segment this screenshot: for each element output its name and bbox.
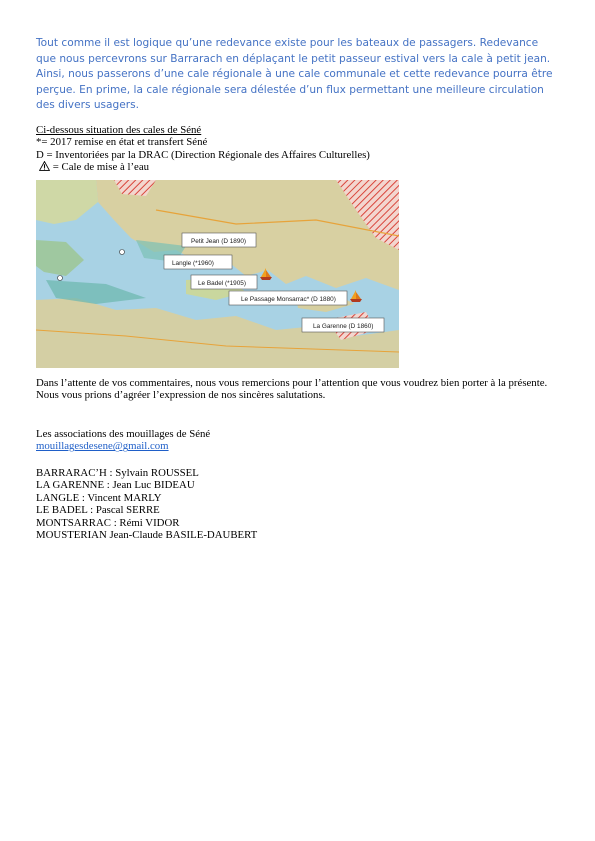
legend-drac: D = Inventoriées par la DRAC (Direction Régionale des Affaires Culturelles): [36, 148, 370, 161]
map-label-la-garenne: [302, 318, 384, 332]
svg-text:Le Passage Monsarrac* (D 1880): Le Passage Monsarrac* (D 1880): [241, 296, 336, 303]
legend-warning-text: = Cale de mise à l’eau: [50, 161, 150, 174]
signature-block: [36, 428, 336, 453]
closing-block: [36, 377, 561, 402]
cale-marker: [58, 276, 63, 281]
legend-warning: [36, 161, 536, 173]
legend-star: *= 2017 remise en état et transfert Séné: [36, 136, 208, 149]
closing-line-1: Dans l’attente de vos commentaires, nous vous remercions pour l’attention que vous voudrez bien porter à la présente.: [36, 377, 548, 389]
member-line: LANGLE : Vincent MARLY: [36, 491, 162, 504]
map-label-passage-monsarrac: [229, 291, 347, 305]
map-graphic: [36, 180, 399, 368]
map-label-langle: [164, 255, 232, 269]
signature-org: Les associations des mouillages de Séné: [36, 428, 211, 440]
warning-triangle-icon: [39, 161, 50, 171]
svg-text:Petit Jean (D 1890): Petit Jean (D 1890): [191, 238, 247, 245]
map-label-petit-jean: [182, 233, 256, 247]
svg-text:Langle (*1960): Langle (*1960): [172, 260, 214, 267]
members-list: [36, 467, 436, 541]
svg-text:La Garenne (D 1860): La Garenne (D 1860): [313, 323, 374, 330]
closing-line-2: Nous vous prions d’agréer l’expression de nos sincères salutations.: [36, 389, 326, 402]
cale-marker: [120, 250, 125, 255]
member-line: BARRARAC’H : Sylvain ROUSSEL: [36, 467, 199, 479]
map-label-le-badel: [191, 275, 257, 289]
situation-block: [36, 124, 536, 174]
member-line: LE BADEL : Pascal SERRE: [36, 504, 160, 517]
member-line: MONTSARRAC : Rémi VIDOR: [36, 516, 180, 529]
situation-heading: Ci-dessous situation des cales de Séné: [36, 124, 202, 136]
signature-email-link[interactable]: mouillagesdesene@gmail.com: [36, 440, 169, 453]
member-line: LA GARENNE : Jean Luc BIDEAU: [36, 479, 195, 492]
svg-text:Le Badel (*1905): Le Badel (*1905): [198, 280, 246, 287]
cales-map: [36, 180, 399, 368]
intro-paragraph: Tout comme il est logique qu’une redevance existe pour les bateaux de passagers. Redevance que nous percevrons sur Barrarach en déplaçant le petit passeur estival vers la cale à petit jean. Ainsi, nous passerons d’une cale régionale à une cale communale et cette redevance pourra être perçue. En prime, la cale régionale sera délestée d’un flux permettant une meilleure circulation des divers usagers.: [36, 37, 553, 112]
member-line: MOUSTERIAN Jean-Claude BASILE-DAUBERT: [36, 529, 258, 542]
